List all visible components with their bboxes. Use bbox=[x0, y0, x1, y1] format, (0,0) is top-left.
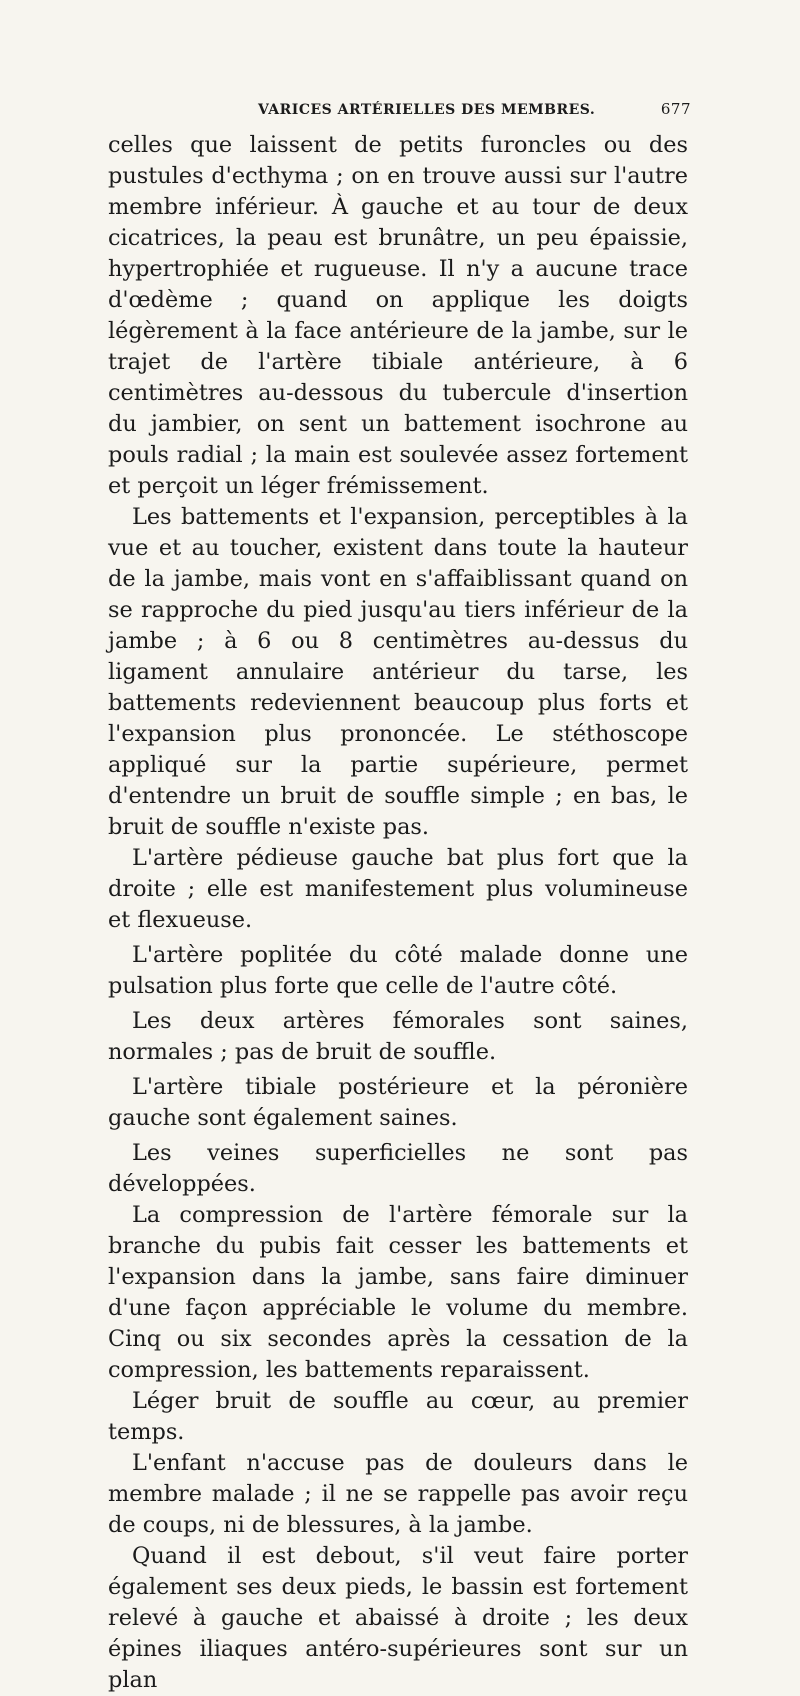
paragraph-1: celles que laissent de petits furoncles ou des pustules d'ecthyma ; on en trouve aussi sur l'autre membre inférieur. À gauche et au tour de deux cicatrices, la peau est brunâtre, un peu épaissie, hypertrophiée et rugueuse. Il n'y a aucune trace d'œdème ; quand on applique les doigts légèrement à la face antérieure de la jambe, sur le trajet de l'artère tibiale antérieure, à 6 centimètres au-dessous du tubercule d'insertion du jambier, on sent un battement isochrone au pouls radial ; la main est soulevée assez fortement et perçoit un léger frémissement. bbox=[108, 132, 688, 499]
paragraph-6: L'artère tibiale postérieure et la péronière gauche sont également saines. bbox=[108, 1074, 688, 1131]
paragraph-2: Les battements et l'expansion, perceptibles à la vue et au toucher, existent dans toute la hauteur de la jambe, mais vont en s'affaiblissant quand on se rapproche du pied jusqu'au tiers inférieur de la jambe ; à 6 ou 8 centimètres au-dessus du ligament annulaire antérieur du tarse, les battements redeviennent beaucoup plus forts et l'expansion plus prononcée. Le stéthoscope appliqué sur la partie supérieure, permet d'entendre un bruit de souffle simple ; en bas, le bruit de souffle n'existe pas. bbox=[108, 504, 688, 840]
paragraph-9: Léger bruit de souffle au cœur, au premier temps. bbox=[108, 1388, 688, 1445]
page-number: 677 bbox=[660, 100, 691, 118]
paragraph-5: Les deux artères fémorales sont saines, normales ; pas de bruit de souffle. bbox=[108, 1008, 688, 1065]
paragraph-4: L'artère poplitée du côté malade donne une pulsation plus forte que celle de l'autre côté. bbox=[108, 942, 688, 999]
paragraph-10: L'enfant n'accuse pas de douleurs dans le membre malade ; il ne se rappelle pas avoir reçu de coups, ni de blessures, à la jambe. bbox=[108, 1450, 688, 1538]
paragraph-3: L'artère pédieuse gauche bat plus fort que la droite ; elle est manifestement plus volumineuse et flexueuse. bbox=[108, 845, 688, 933]
body-text bbox=[108, 130, 688, 1696]
paragraph-11: Quand il est debout, s'il veut faire porter également ses deux pieds, le bassin est fortement relevé à gauche et abaissé à droite ; les deux épines iliaques antéro-supérieures sont sur un plan bbox=[108, 1543, 688, 1693]
paragraph-8: La compression de l'artère fémorale sur la branche du pubis fait cesser les battements et l'expansion dans la jambe, sans faire diminuer d'une façon appréciable le volume du membre. Cinq ou six secondes après la cessation de la compression, les battements reparaissent. bbox=[108, 1202, 688, 1383]
running-title: VARICES ARTÉRIELLES DES MEMBRES. bbox=[258, 102, 596, 118]
running-header bbox=[258, 100, 691, 124]
page bbox=[108, 100, 691, 1696]
paragraph-7: Les veines superficielles ne sont pas développées. bbox=[108, 1140, 688, 1197]
